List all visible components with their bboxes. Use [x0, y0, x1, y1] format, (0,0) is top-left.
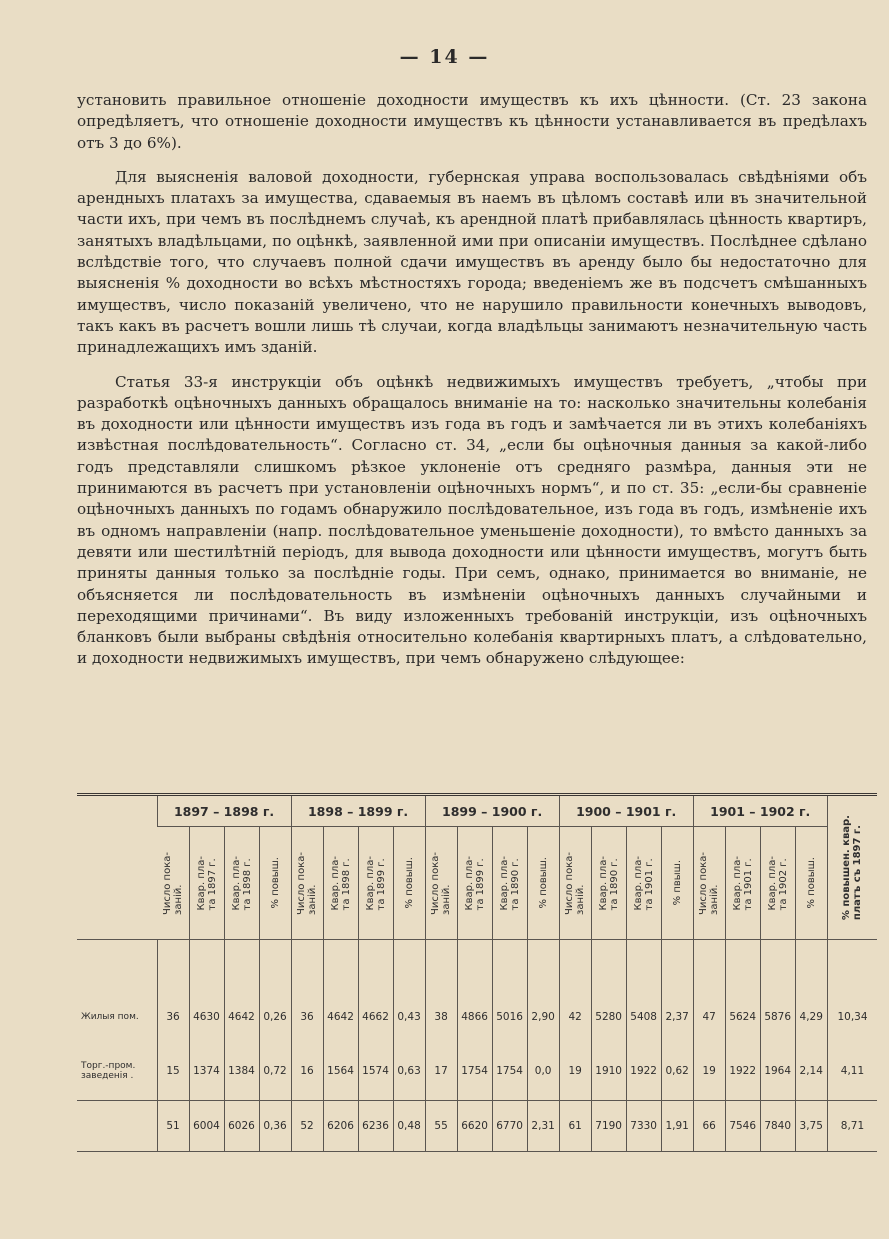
- col-header: Квар. пла- та 1902 г.: [760, 827, 795, 940]
- table-cell: 15: [157, 1042, 189, 1101]
- table-cell: 47: [693, 992, 725, 1042]
- table-cell: 3,75: [795, 1101, 827, 1152]
- table-cell: 0,48: [393, 1101, 425, 1152]
- row-label-header: [77, 795, 157, 940]
- empty-cell: [559, 940, 591, 993]
- table-cell: 6004: [189, 1101, 224, 1152]
- table-cell: 36: [157, 992, 189, 1042]
- table-cell: 36: [291, 992, 323, 1042]
- table-cell: 61: [559, 1101, 591, 1152]
- page-number: — 14 —: [399, 46, 490, 68]
- table-cell: 7840: [760, 1101, 795, 1152]
- table-cell: 4662: [358, 992, 393, 1042]
- col-header: Число пока- заній.: [425, 827, 457, 940]
- table-cell: 7546: [725, 1101, 760, 1152]
- table-cell: 8,71: [827, 1101, 877, 1152]
- table-cell: 16: [291, 1042, 323, 1101]
- empty-cell: [725, 940, 760, 993]
- year-header: 1900 – 1901 г.: [559, 795, 693, 827]
- table-cell: 7330: [626, 1101, 661, 1152]
- col-header: Квар. пла- та 1890 г.: [591, 827, 626, 940]
- col-header: % повыш.: [393, 827, 425, 940]
- empty-cell: [77, 940, 157, 993]
- table-cell: 52: [291, 1101, 323, 1152]
- empty-cell: [291, 940, 323, 993]
- empty-cell: [527, 940, 559, 993]
- table-cell: 1964: [760, 1042, 795, 1101]
- table-cell: 4866: [457, 992, 492, 1042]
- paragraph-3: Статья 33-я инструкціи объ оцѣнкѣ недвижимыхъ имуществъ требуетъ, „чтобы при разработкѣ оцѣночныхъ данныхъ обращалось вниманіе на то: насколько значительны колебанія въ доходности или цѣнности имуществъ изъ года въ годъ и замѣчается ли въ этихъ колебаніяхъ извѣстная послѣдовательность“. Согласно ст. 34, „если бы оцѣночныя данныя за какой-либо годъ представляли слишкомъ рѣзкое уклоненіе отъ средняго размѣра, данныя эти не принимаются въ расчетъ при установленіи оцѣночныхъ нормъ“, и по ст. 35: „если-бы сравненіе оцѣночныхъ данныхъ по годамъ обнаружило послѣдовательное, изъ года въ годъ, измѣненіе ихъ въ одномъ направленіи (напр. послѣдовательное уменьшеніе доходности), то вмѣсто данныхъ за девяти или шестилѣтній періодъ, для вывода доходности или цѣнности имуществъ, могутъ быть приняты данныя только за послѣдніе годы. При семъ, однако, принимается во вниманіе, не объясняется ли послѣдовательность въ измѣненіи оцѣночныхъ данныхъ случайными и переходящими причинами“. Въ виду изложенныхъ требованій инструкціи, изъ оцѣночныхъ бланковъ были выбраны свѣдѣнія относительно колебанія квартирныхъ платъ, а слѣдовательно, и доходности недвижимыхъ имуществъ, при чемъ обнаружено слѣдующее:: [77, 372, 867, 668]
- col-header: Квар. пла- та 1899 г.: [457, 827, 492, 940]
- empty-cell: [626, 940, 661, 993]
- table-row: [77, 1042, 877, 1101]
- table-cell: 1374: [189, 1042, 224, 1101]
- empty-cell: [189, 940, 224, 993]
- table-cell: 10,34: [827, 992, 877, 1042]
- table-cell: 5016: [492, 992, 527, 1042]
- table-cell: 2,90: [527, 992, 559, 1042]
- table-cell: 0,43: [393, 992, 425, 1042]
- table-cell: 0,36: [259, 1101, 291, 1152]
- col-header: Число пока- заній.: [291, 827, 323, 940]
- table-cell: 6236: [358, 1101, 393, 1152]
- table-cell: 1754: [492, 1042, 527, 1101]
- row-label: [77, 1101, 157, 1152]
- table-cell: 51: [157, 1101, 189, 1152]
- empty-cell: [157, 940, 189, 993]
- col-header: Квар. пла- та 1901 г.: [626, 827, 661, 940]
- table-cell: 7190: [591, 1101, 626, 1152]
- table-cell: 17: [425, 1042, 457, 1101]
- year-header: 1901 – 1902 г.: [693, 795, 827, 827]
- year-header: 1897 – 1898 г.: [157, 795, 291, 827]
- col-header: Квар. пла- та 1897 г.: [189, 827, 224, 940]
- col-header: Квар. пла- та 1901 г.: [725, 827, 760, 940]
- table-cell: 6026: [224, 1101, 259, 1152]
- row-label: Жилыя пом.: [81, 1012, 139, 1022]
- empty-cell: [323, 940, 358, 993]
- col-header: Квар. пла- та 1898 г.: [323, 827, 358, 940]
- col-header: Квар. пла- та 1898 г.: [224, 827, 259, 940]
- table-cell: 1574: [358, 1042, 393, 1101]
- empty-cell: [425, 940, 457, 993]
- table-row: [77, 1101, 877, 1152]
- total-increase-header: % повышен. квар. платъ съ 1897 г.: [827, 795, 877, 940]
- table-cell: 1910: [591, 1042, 626, 1101]
- col-header: % повыш.: [795, 827, 827, 940]
- empty-cell: [393, 940, 425, 993]
- empty-cell: [259, 940, 291, 993]
- table-cell: 4,11: [827, 1042, 877, 1101]
- table-cell: 0,62: [661, 1042, 693, 1101]
- empty-cell: [457, 940, 492, 993]
- empty-cell: [760, 940, 795, 993]
- table-cell: 2,37: [661, 992, 693, 1042]
- paragraph-1: установить правильное отношеніе доходности имуществъ къ ихъ цѣнности. (Ст. 23 закона опредѣляетъ, что отношеніе доходности имуществъ къ цѣнности устанавливается въ предѣлахъ отъ 3 до 6%).: [77, 91, 867, 152]
- col-header: Квар. пла- та 1899 г.: [358, 827, 393, 940]
- table-cell: 1922: [626, 1042, 661, 1101]
- table-cell: 0,26: [259, 992, 291, 1042]
- table-cell: 4630: [189, 992, 224, 1042]
- empty-cell: [795, 940, 827, 993]
- table-cell: 1564: [323, 1042, 358, 1101]
- col-header: % повыш.: [259, 827, 291, 940]
- table-cell: 66: [693, 1101, 725, 1152]
- year-header: 1899 – 1900 г.: [425, 795, 559, 827]
- empty-cell: [224, 940, 259, 993]
- table-cell: 1754: [457, 1042, 492, 1101]
- table-cell: 5280: [591, 992, 626, 1042]
- table-cell: 1384: [224, 1042, 259, 1101]
- table-cell: 0,63: [393, 1042, 425, 1101]
- empty-cell: [358, 940, 393, 993]
- body-text: [77, 90, 867, 683]
- table-cell: 6770: [492, 1101, 527, 1152]
- empty-cell: [591, 940, 626, 993]
- table-cell: 0,0: [527, 1042, 559, 1101]
- table-cell: 1,91: [661, 1101, 693, 1152]
- table-cell: 6620: [457, 1101, 492, 1152]
- table-cell: 4642: [224, 992, 259, 1042]
- table-cell: 2,31: [527, 1101, 559, 1152]
- empty-cell: [492, 940, 527, 993]
- table-cell: 0,72: [259, 1042, 291, 1101]
- col-header: % повыш.: [527, 827, 559, 940]
- col-header: % пвыш.: [661, 827, 693, 940]
- table-cell: 55: [425, 1101, 457, 1152]
- col-header: Число пока- заній.: [693, 827, 725, 940]
- table-cell: 19: [559, 1042, 591, 1101]
- paragraph-2: Для выясненія валовой доходности, губернская управа воспользовалась свѣдѣніями объ арендныхъ платахъ за имущества, сдаваемыя въ наемъ въ цѣломъ составѣ или въ значительной части ихъ, при чемъ въ послѣднемъ случаѣ, къ арендной платѣ прибавлялась цѣнность квартиръ, занятыхъ владѣльцами, по оцѣнкѣ, заявленной ими при описаніи имуществъ. Послѣднее сдѣлано вслѣдствіе того, что случаевъ полной сдачи имуществъ въ аренду было бы недостаточно для выясненія % доходности во всѣхъ мѣстностяхъ города; введеніемъ же въ подсчетъ смѣшанныхъ имуществъ, число показаній увеличено, что не нарушило правильности конечныхъ выводовъ, такъ какъ въ расчетъ вошли лишь тѣ случаи, когда владѣльцы занимаютъ незначительную часть принадлежащихъ имъ зданій.: [77, 167, 867, 357]
- table-cell: 5408: [626, 992, 661, 1042]
- table-cell: 6206: [323, 1101, 358, 1152]
- col-header: Число пока- заній.: [157, 827, 189, 940]
- table-cell: 38: [425, 992, 457, 1042]
- empty-cell: [693, 940, 725, 993]
- row-label: Торг.-пром. заведенія .: [81, 1061, 136, 1081]
- table-cell: 5624: [725, 992, 760, 1042]
- rent-table: [77, 793, 868, 1132]
- table-row: [77, 992, 877, 1042]
- table-cell: 19: [693, 1042, 725, 1101]
- table-cell: 4642: [323, 992, 358, 1042]
- empty-cell: [661, 940, 693, 993]
- year-header: 1898 – 1899 г.: [291, 795, 425, 827]
- table-cell: 5876: [760, 992, 795, 1042]
- table-cell: 2,14: [795, 1042, 827, 1101]
- col-header: Число пока- заній.: [559, 827, 591, 940]
- table-cell: 42: [559, 992, 591, 1042]
- empty-cell: [827, 940, 877, 993]
- table-cell: 4,29: [795, 992, 827, 1042]
- col-header: Квар. пла- та 1890 г.: [492, 827, 527, 940]
- table-cell: 1922: [725, 1042, 760, 1101]
